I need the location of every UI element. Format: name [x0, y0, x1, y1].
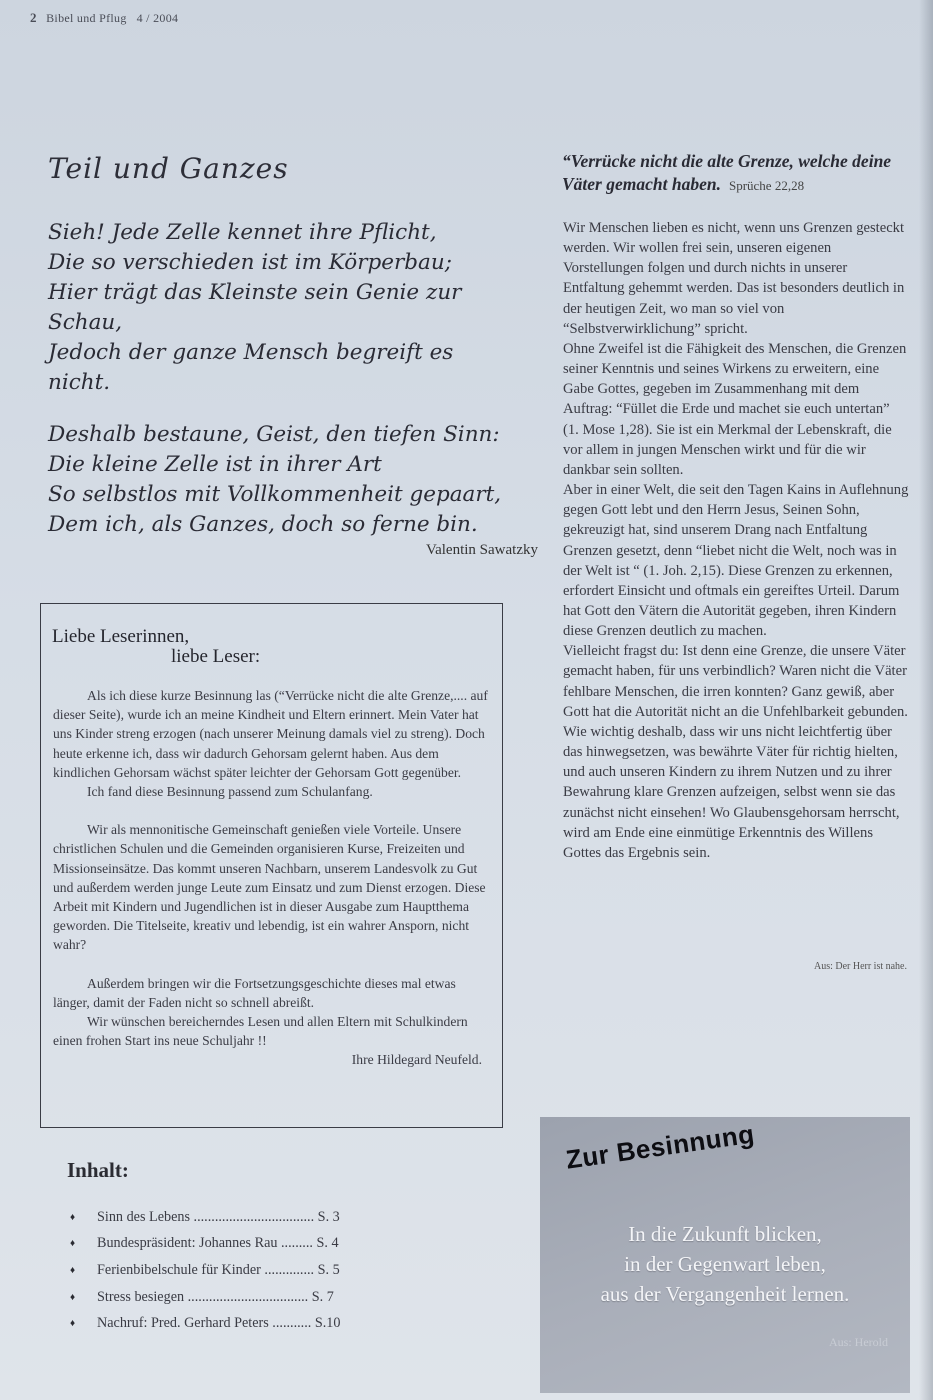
article-paragraph: Ohne Zweifel ist die Fähigkeit des Menschen, die Grenzen seiner Kenntnis und seines Wirkens zu erweitern, eine Gabe Gottes, gegeben im Zusammenhang mit dem Auftrag: “Füllet die Erde und machet sie euch untertan” (1. Mose 1,28). Sie ist ein Merkmal der Lebenskraft, die vor allem in jungen Menschen wirkt und für die wir dankbar sein sollten.	[563, 340, 907, 478]
besinnung-line: in der Gegenwart leben,	[624, 1252, 826, 1276]
diamond-bullet-icon: ♦	[70, 1291, 76, 1303]
poem-line: Deshalb bestaune, Geist, den tiefen Sinn:	[48, 422, 500, 447]
diamond-bullet-icon: ♦	[70, 1264, 76, 1276]
besinnung-title: Zur Besinnung	[564, 1118, 757, 1175]
poem-line: Schau,	[48, 310, 123, 335]
letter-signature: Ihre Hildegard Neufeld.	[351, 1052, 482, 1068]
poem-stanza-2	[48, 420, 538, 540]
page-header	[30, 10, 178, 26]
letter-paragraph: Wir wünschen bereicherndes Lesen und allen Eltern mit Schulkindern einen frohen Start ins neue Schuljahr !!	[53, 1014, 468, 1049]
poem-title: Teil und Ganzes	[48, 152, 289, 185]
letter-body	[53, 686, 490, 1070]
besinnung-line: aus der Vergangenheit lernen.	[600, 1282, 850, 1306]
article-paragraph: Wir Menschen lieben es nicht, wenn uns Grenzen gesteckt werden. Wir wollen frei sein, unseren eigenen Vorstellungen folgen und durch nichts in unserer Entfaltung gehemmt werden. Das ist besonders deutlich in der heutigen Zeit, wo man so viel von “Selbstverwirklichung” spricht.	[563, 220, 905, 337]
diamond-bullet-icon: ♦	[70, 1318, 76, 1330]
poem	[48, 218, 538, 562]
publication-name: Bibel und Pflug	[46, 11, 127, 25]
toc-item[interactable]	[70, 1257, 400, 1284]
zur-besinnung-box	[540, 1117, 910, 1393]
poem-stanza-1	[48, 218, 538, 398]
toc-entry: Nachruf: Pred. Gerhard Peters ........... S.10	[97, 1315, 341, 1332]
article-body	[563, 218, 909, 863]
bible-quote	[562, 150, 907, 197]
poem-line: Jedoch der ganze Mensch begreift es	[48, 340, 454, 365]
toc-item[interactable]	[70, 1231, 400, 1258]
page-edge-shadow	[919, 0, 933, 1400]
poem-line: Dem ich, als Ganzes, doch so ferne bin.	[48, 512, 478, 537]
article-paragraph: Aber in einer Welt, die seit den Tagen Kains in Auflehnung gegen Gott lebt und den Herrn Jesus, Seinen Sohn, gekreuzigt hat, sind unserem Drang nach Entfaltung Grenzen gesetzt, denn “liebet nicht die Welt, noch was in der Welt ist “ (1. Joh. 2,15). Diese Grenzen zu erkennen, erfordert Einsicht und oftmals ein gereiftes Urteil. Darum hat Gott den Vätern die Autorität gegeben, ihren Kindern diese Grenzen deutlich zu machen.	[563, 482, 909, 640]
toc-item[interactable]	[70, 1310, 400, 1337]
letter-paragraph: Außerdem bringen wir die Fortsetzungsgeschichte dieses mal etwas länger, damit der Faden nicht so schnell abreißt.	[53, 975, 456, 1010]
poem-line: Hier trägt das Kleinste sein Genie zur	[48, 280, 462, 305]
toc-item[interactable]	[70, 1204, 400, 1231]
letter-greeting-line-1: Liebe Leserinnen,	[52, 626, 190, 647]
toc-entry: Stress besiegen .................................. S. 7	[97, 1288, 334, 1305]
poem-author: Valentin Sawatzky	[425, 542, 538, 558]
poem-line: So selbstlos mit Vollkommenheit gepaart,	[48, 482, 502, 507]
letter-paragraph: Ich fand diese Besinnung passend zum Schulanfang.	[87, 784, 373, 800]
diamond-bullet-icon: ♦	[70, 1238, 76, 1250]
letter-paragraph: Als ich diese kurze Besinnung las (“Verrücke nicht die alte Grenze,.... auf dieser Seite), wurde ich an meine Kindheit und Eltern erinnert. Mein Vater hat uns Kinder streng erzogen (nach unserer Meinung damals viel zu streng). Doch heute erkenne ich, dass wir dadurch Gehorsam gelernt haben. Aus dem kindlichen Gehorsam wächst später leichter der Gehorsam Gott gegenüber.	[53, 688, 488, 780]
besinnung-line: In die Zukunft blicken,	[628, 1222, 822, 1246]
toc-title: Inhalt:	[67, 1158, 129, 1182]
table-of-contents	[70, 1204, 400, 1337]
poem-line: Sieh! Jede Zelle kennet ihre Pflicht,	[48, 220, 437, 245]
toc-entry: Sinn des Lebens .................................. S. 3	[97, 1208, 340, 1225]
besinnung-source: Aus: Herold	[829, 1335, 888, 1349]
toc-entry: Bundespräsident: Johannes Rau ......... S. 4	[97, 1235, 339, 1252]
toc-item[interactable]	[70, 1284, 400, 1311]
article-source: Aus: Der Herr ist nahe.	[813, 961, 907, 972]
diamond-bullet-icon: ♦	[70, 1211, 76, 1223]
letter-greeting-line-2: liebe Leser:	[171, 646, 261, 667]
issue-number: 4 / 2004	[136, 11, 179, 25]
page-number: 2	[30, 10, 37, 25]
letter-paragraph: Wir als mennonitische Gemeinschaft genießen viele Vorteile. Unsere christlichen Schulen und die Gemeinden organisieren Kurse, Freizeiten und Missionseinsätze. Das kommt unseren Nachbarn, unserem Landesvolk zu Gut und außerdem werden junge Leute zum Einsatz und zum Dienst erzogen. Diese Arbeit mit Kindern und Jugendlichen ist in dieser Ausgabe zum Hauptthema geworden. Die Titelseite, kreativ und lebendig, ist ein wahrer Ansporn, nicht wahr?	[53, 822, 486, 953]
poem-line: nicht.	[48, 370, 111, 395]
poem-line: Die so verschieden ist im Körperbau;	[48, 250, 452, 275]
quote-text: “Verrücke nicht die alte Grenze, welche deine Väter gemacht haben.	[562, 151, 892, 194]
toc-entry: Ferienbibelschule für Kinder .............. S. 5	[97, 1261, 340, 1278]
article-paragraph: Vielleicht fragst du: Ist denn eine Grenze, die unsere Väter gemacht haben, für uns verbindlich? Waren nicht die Väter fehlbare Menschen, die irren konnten? Ganz gewiß, aber Gott hat die Autorität nicht an die Unfehlbarkeit gebunden. Wie wichtig deshalb, dass wir uns nicht leichtfertig über das hinwegsetzen, was bewährte Väter für richtig hielten, und auch unseren Kindern zu ihrem Nutzen und zu ihrer Bewahrung klare Grenzen aufzeigen, selbst wenn sie das zunächst nicht einsehen! Wo Glaubensgehorsam herrscht, wird am Ende eine einmütige Erkenntnis des Willens Gottes das Ergebnis sein.	[563, 643, 908, 861]
quote-reference: Sprüche 22,28	[728, 178, 805, 193]
editorial-letter-box	[40, 603, 503, 1128]
poem-line: Die kleine Zelle ist in ihrer Art	[48, 452, 382, 477]
besinnung-text	[540, 1219, 910, 1309]
